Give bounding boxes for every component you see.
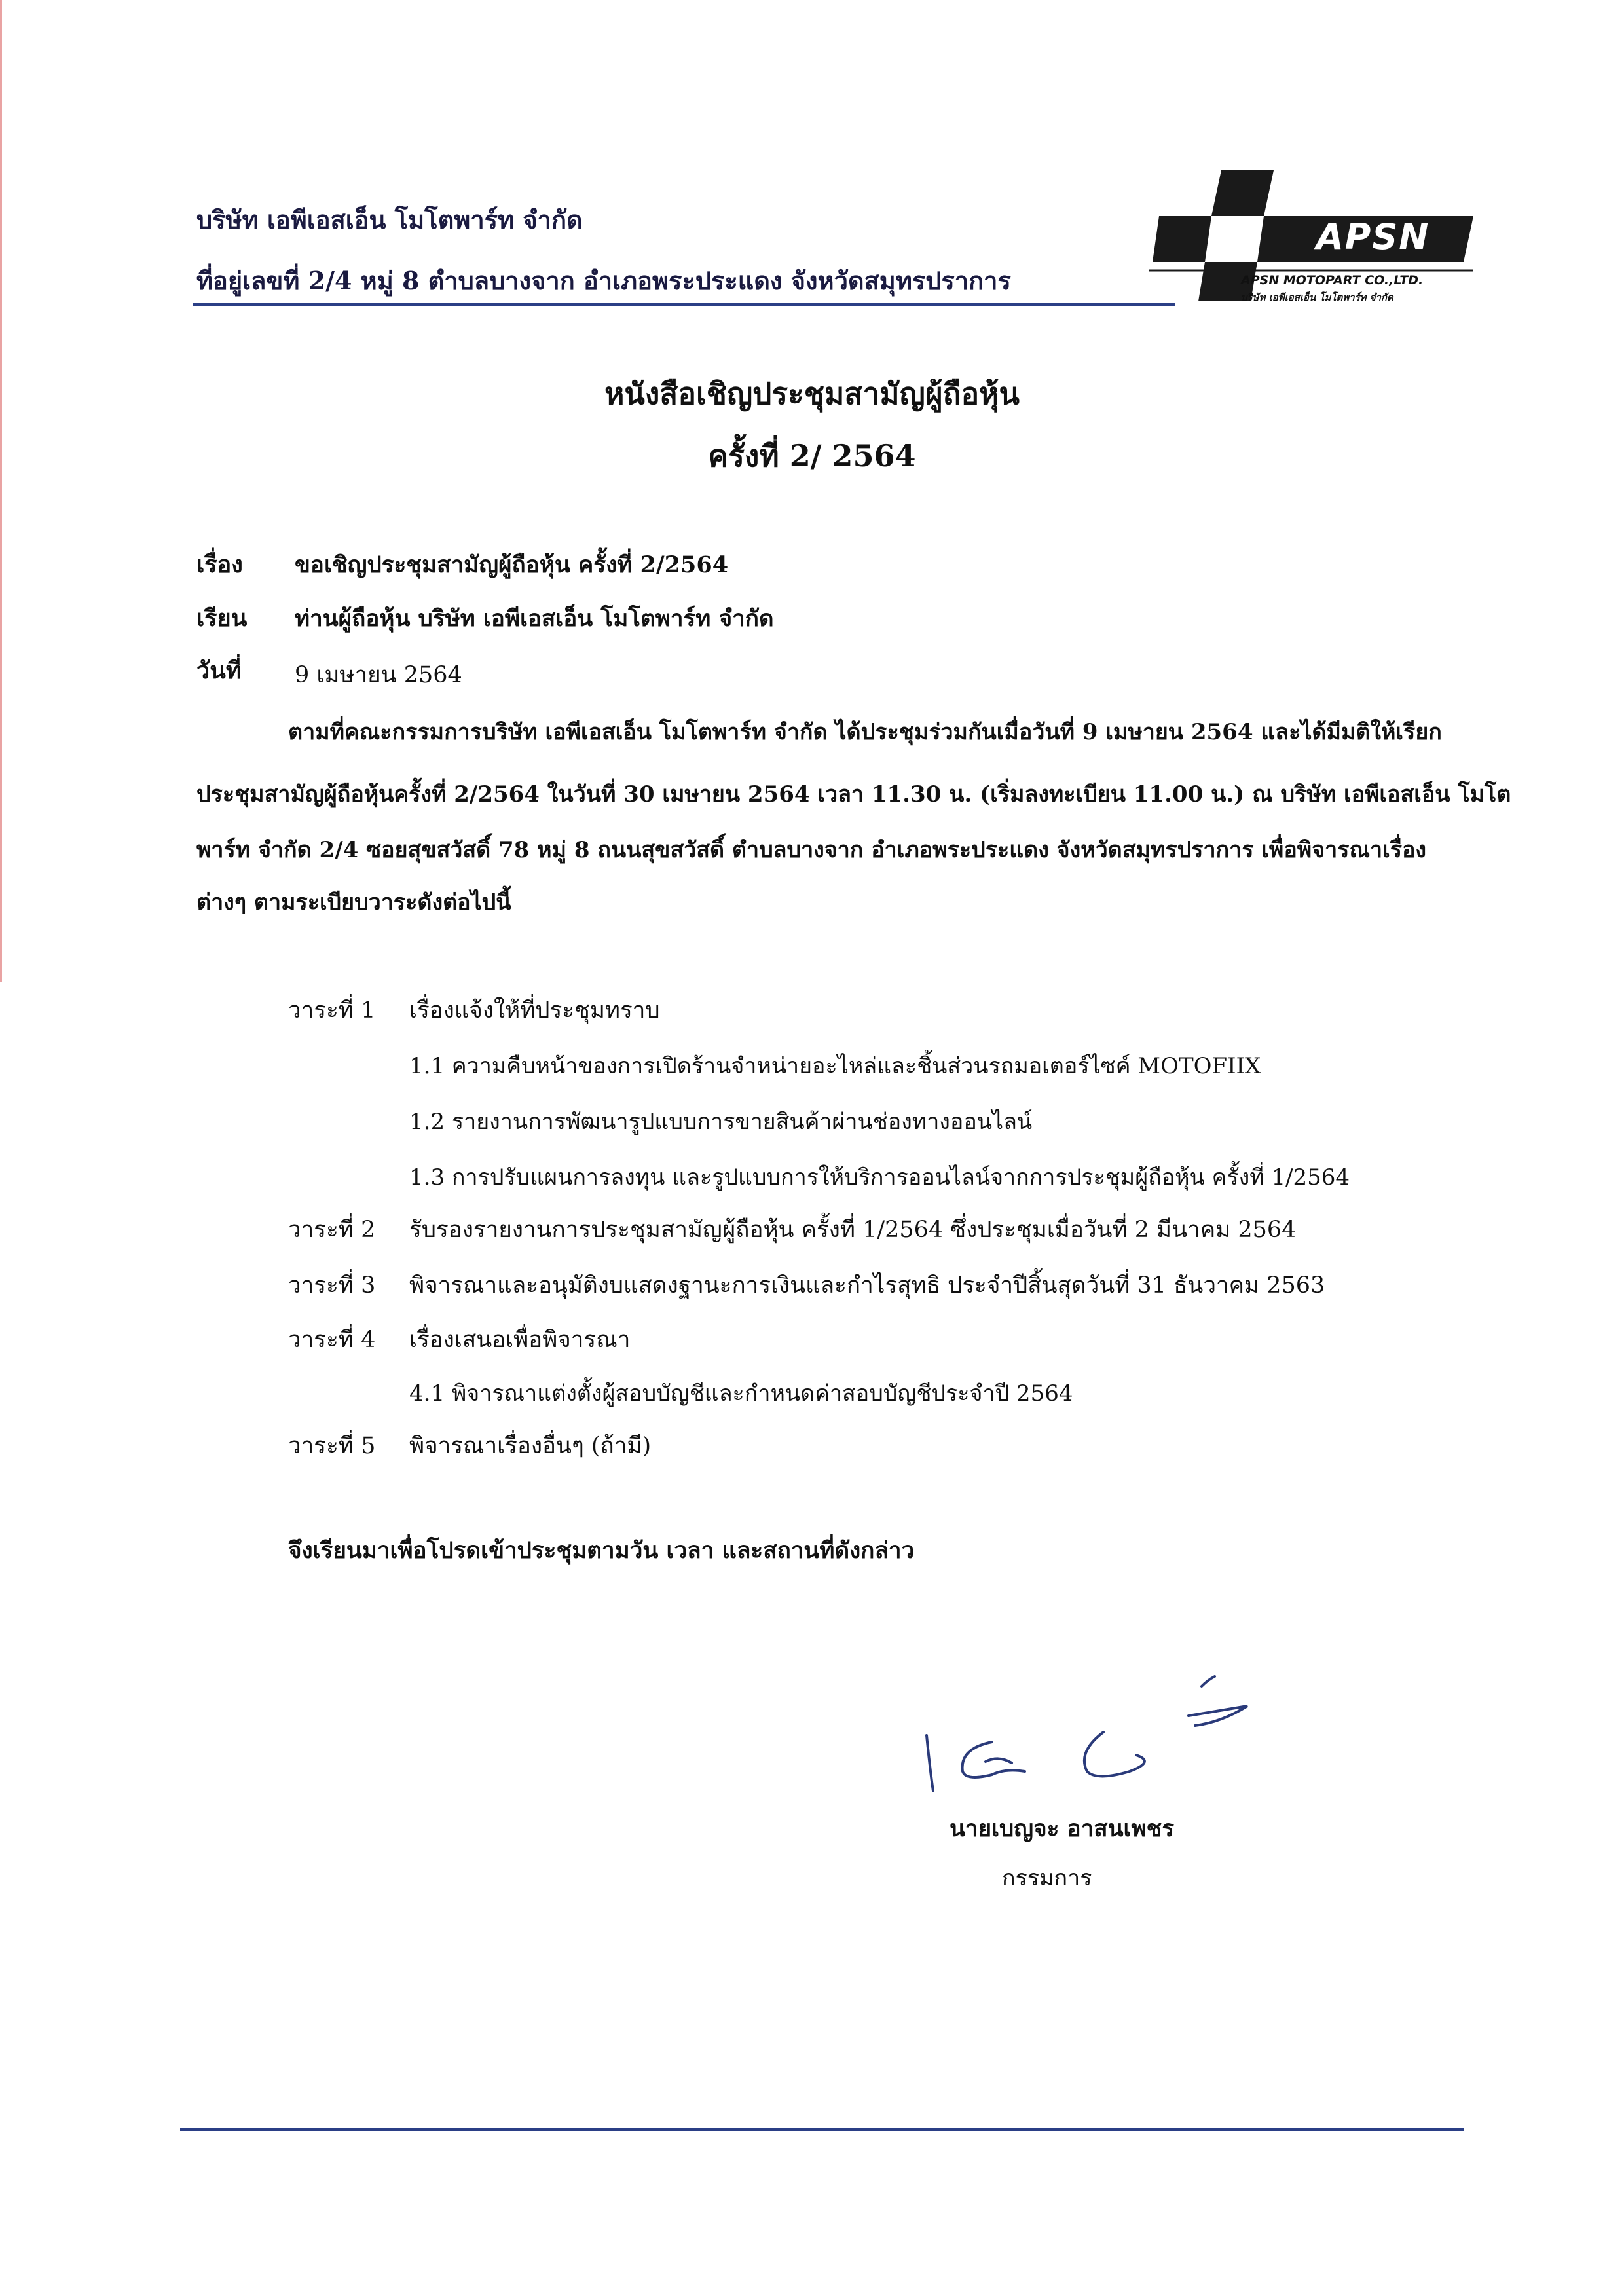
agenda-text: รับรองรายงานการประชุมสามัญผู้ถือหุ้น ครั้งที่ 1/2564 ซึ่งประชุมเมื่อวันที่ 2 มีนาคม 2564: [409, 1217, 1297, 1243]
signer-title: กรรมการ: [1002, 1865, 1092, 1891]
agenda-label: วาระที่ 3: [288, 1272, 376, 1299]
agenda-subitem: 1.2 รายงานการพัฒนารูปแบบการขายสินค้าผ่านช่องทางออนไลน์: [409, 1109, 1033, 1135]
company-logo: [1143, 164, 1477, 314]
agenda-text: พิจารณาและอนุมัติงบแสดงฐานะการเงินและกำไรสุทธิ ประจำปีสิ้นสุดวันที่ 31 ธันวาคม 2563: [409, 1272, 1325, 1299]
body-line: ประชุมสามัญผู้ถือหุ้นครั้งที่ 2/2564 ในวันที่ 30 เมษายน 2564 เวลา 11.30 น. (เริ่มลงทะเบียน 11.00 น.) ณ บริษัท เอพีเอสเอ็น โมโต: [196, 781, 1511, 807]
agenda-text: พิจารณาเรื่องอื่นๆ (ถ้ามี): [409, 1433, 652, 1459]
signer-name: นายเบญจะ อาสนเพชร: [950, 1815, 1175, 1842]
logo-subtitle-en: APSN MOTOPART CO.,LTD.: [1241, 273, 1424, 287]
logo-subtitle-th: บริษัท เอพีเอสเอ็น โมโตพาร์ท จำกัด: [1241, 291, 1393, 303]
agenda-label: วาระที่ 1: [288, 997, 376, 1024]
scan-edge-mark: [0, 0, 2, 982]
agenda-subitem: 4.1 พิจารณาแต่งตั้งผู้สอบบัญชีและกำหนดค่าสอบบัญชีประจำปี 2564: [409, 1380, 1073, 1407]
document-subtitle: ครั้งที่ 2/ 2564: [708, 438, 916, 473]
agenda-label: วาระที่ 2: [288, 1217, 376, 1243]
body-line: ตามที่คณะกรรมการบริษัท เอพีเอสเอ็น โมโตพาร์ท จำกัด ได้ประชุมร่วมกันเมื่อวันที่ 9 เมษายน 2564 และได้มีมติให้เรียก: [288, 719, 1442, 745]
agenda-subitem: 1.1 ความคืบหน้าของการเปิดร้านจำหน่ายอะไหล่และชิ้นส่วนรถมอเตอร์ไซค์ MOTOFIIX: [409, 1053, 1261, 1079]
subject-value: ขอเชิญประชุมสามัญผู้ถือหุ้น ครั้งที่ 2/2564: [295, 551, 729, 578]
recipient-label: เรียน: [196, 604, 248, 632]
agenda-text: เรื่องเสนอเพื่อพิจารณา: [409, 1327, 631, 1353]
date-value: 9 เมษายน 2564: [295, 662, 462, 688]
header-divider: [193, 303, 1175, 306]
agenda-text: เรื่องแจ้งให้ที่ประชุมทราบ: [409, 997, 660, 1024]
agenda-label: วาระที่ 5: [288, 1433, 376, 1459]
closing-sentence: จึงเรียนมาเพื่อโปรดเข้าประชุมตามวัน เวลา และสถานที่ดังกล่าว: [288, 1537, 915, 1564]
agenda-subitem: 1.3 การปรับแผนการลงทุน และรูปแบบการให้บริการออนไลน์จากการประชุมผู้ถือหุ้น ครั้งที่ 1/2564: [409, 1164, 1350, 1191]
logo-name: APSN: [1316, 216, 1430, 257]
company-name: บริษัท เอพีเอสเอ็น โมโตพาร์ท จำกัด: [196, 205, 583, 234]
subject-label: เรื่อง: [196, 551, 243, 578]
document-title: หนังสือเชิญประชุมสามัญผู้ถือหุ้น: [604, 376, 1020, 411]
handwritten-signature: [913, 1650, 1280, 1794]
body-line: พาร์ท จำกัด 2/4 ซอยสุขสวัสดิ์ 78 หมู่ 8 ถนนสุขสวัสดิ์ ตำบลบางจาก อำเภอพระประแดง จังหวัดสมุทรปราการ เพื่อพิจารณาเรื่อง: [196, 837, 1426, 863]
footer-divider: [180, 2128, 1464, 2131]
recipient-value: ท่านผู้ถือหุ้น บริษัท เอพีเอสเอ็น โมโตพาร์ท จำกัด: [295, 605, 774, 632]
agenda-label: วาระที่ 4: [288, 1327, 376, 1353]
body-line: ต่างๆ ตามระเบียบวาระดังต่อไปนี้: [196, 889, 511, 916]
company-address: ที่อยู่เลขที่ 2/4 หมู่ 8 ตำบลบางจาก อำเภอพระประแดง จังหวัดสมุทรปราการ: [196, 266, 1011, 295]
date-label: วันที่: [196, 657, 242, 684]
